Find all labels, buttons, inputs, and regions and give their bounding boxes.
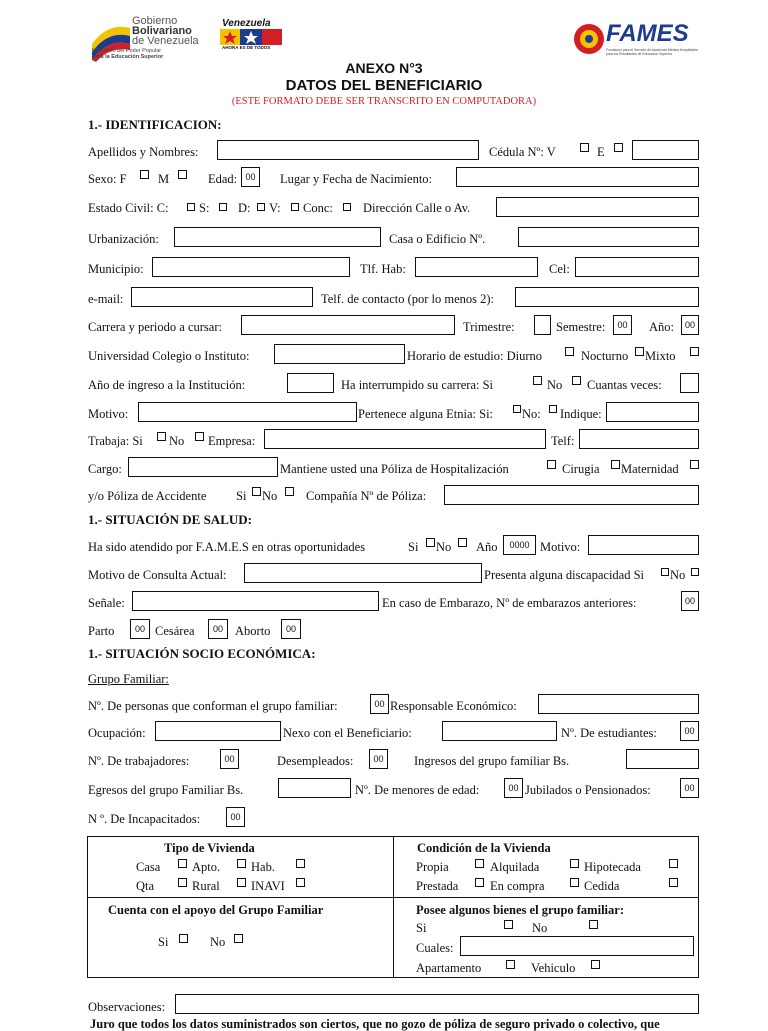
atendido-label: Ha sido atendido por F.A.M.E.S en otras oportunidades xyxy=(88,540,366,554)
poliza-label: Mantiene usted una Póliza de Hospitalización xyxy=(280,462,509,476)
apoyo-si-checkbox[interactable] xyxy=(179,934,188,943)
interrumpido-no-checkbox[interactable] xyxy=(572,376,581,385)
atendido-ano-input[interactable]: 0000 xyxy=(503,535,536,555)
maternidad-label: Maternidad xyxy=(621,462,679,476)
telf-contacto-label: Telf. de contacto (por lo menos 2): xyxy=(321,292,495,306)
aborto-input[interactable]: 00 xyxy=(281,619,301,639)
ven-sub: AHORA ES DE TODOS xyxy=(222,45,271,50)
tlf-hab-label: Tlf. Hab: xyxy=(360,262,406,276)
civil-s-checkbox[interactable] xyxy=(219,203,227,211)
apellidos-label: Apellidos y Nombres: xyxy=(88,145,199,159)
civil-conc-checkbox[interactable] xyxy=(343,203,351,211)
incapacitados-label: N º. De Incapacitados: xyxy=(88,812,201,826)
maternidad-checkbox[interactable] xyxy=(690,460,699,469)
ano-input[interactable]: 00 xyxy=(681,315,699,335)
estado-civil-label: Estado Civil: C: xyxy=(88,201,169,215)
parto-label: Parto xyxy=(88,624,115,638)
cedula-label: Cédula Nº: V xyxy=(489,145,556,159)
motivo-consulta-label: Motivo de Consulta Actual: xyxy=(88,568,227,582)
menores-input[interactable]: 00 xyxy=(504,778,523,798)
atendido-motivo-input[interactable] xyxy=(588,535,699,555)
gob-sub1: Ministerio del Poder Popular xyxy=(92,48,162,54)
urbanizacion-label: Urbanización: xyxy=(88,232,159,246)
condicion-heading: Condición de la Vivienda xyxy=(417,841,551,855)
indique-input[interactable] xyxy=(606,402,699,422)
hipotecada-checkbox[interactable] xyxy=(669,859,678,868)
atendido-no-checkbox[interactable] xyxy=(458,538,467,547)
discapacidad-label: Presenta alguna discapacidad Si xyxy=(484,568,645,582)
poliza-si-label: Si xyxy=(236,489,247,503)
horario-label: Horario de estudio: Diurno xyxy=(407,349,543,363)
apto-checkbox[interactable] xyxy=(237,859,246,868)
discapacidad-no-checkbox[interactable] xyxy=(691,568,699,576)
grupo-familiar-label: Grupo Familiar: xyxy=(88,672,169,686)
sec2-heading: 1.- SITUACIÓN DE SALUD: xyxy=(88,512,252,527)
civil-d-label: D: xyxy=(238,201,251,215)
indique-label: Indique: xyxy=(560,407,602,421)
alquilada-label: Alquilada xyxy=(490,860,540,874)
rural-checkbox[interactable] xyxy=(237,878,246,887)
rural-label: Rural xyxy=(192,879,220,893)
civil-v-checkbox[interactable] xyxy=(291,203,299,211)
civil-d-checkbox[interactable] xyxy=(257,203,265,211)
responsable-input[interactable] xyxy=(538,694,699,714)
trimestre-input[interactable] xyxy=(534,315,551,335)
sec1-heading: 1.- IDENTIFICACION: xyxy=(88,117,222,132)
jubilados-input[interactable]: 00 xyxy=(680,778,699,798)
empresa-input[interactable] xyxy=(264,429,546,449)
trabaja-no-checkbox[interactable] xyxy=(195,432,204,441)
trabaja-si-checkbox[interactable] xyxy=(157,432,166,441)
fames-globe-icon xyxy=(572,22,606,56)
direccion-input[interactable] xyxy=(496,197,699,217)
cuales-input[interactable] xyxy=(460,936,694,956)
universidad-input[interactable] xyxy=(274,344,405,364)
atendido-si-checkbox[interactable] xyxy=(426,538,435,547)
cesarea-label: Cesárea xyxy=(155,624,195,638)
poliza-si-checkbox[interactable] xyxy=(252,487,261,496)
motivo-label: Motivo: xyxy=(88,407,129,421)
telf-contacto-input[interactable] xyxy=(515,287,699,307)
universidad-label: Universidad Colegio o Instituto: xyxy=(88,349,250,363)
direccion-label: Dirección Calle o Av. xyxy=(363,201,471,215)
casa-label: Casa xyxy=(136,860,161,874)
apartamento-label: Apartamento xyxy=(416,961,482,975)
egresos-label: Egresos del grupo Familiar Bs. xyxy=(88,783,244,797)
nota-red: (ESTE FORMATO DEBE SER TRANSCRITO EN COMPUTADORA) xyxy=(231,96,537,107)
bienes-si-checkbox[interactable] xyxy=(504,920,513,929)
vehiculo-label: Vehiculo xyxy=(531,961,576,975)
embarazo-label: En caso de Embarazo, Nº de embarazos anteriores: xyxy=(382,596,637,610)
apoyo-si-label: Si xyxy=(158,935,169,949)
semestre-input[interactable]: 00 xyxy=(613,315,632,335)
senale-label: Señale: xyxy=(88,596,125,610)
gobierno-logo xyxy=(90,14,210,62)
discapacidad-si-checkbox[interactable] xyxy=(661,568,669,576)
table-divider-h xyxy=(88,897,698,898)
ingresos-input[interactable] xyxy=(626,749,699,769)
egresos-input[interactable] xyxy=(278,778,351,798)
trabajadores-label: Nº. De trabajadores: xyxy=(88,754,190,768)
cargo-label: Cargo: xyxy=(88,462,122,476)
fames-logo xyxy=(570,18,700,62)
senale-input[interactable] xyxy=(132,591,379,611)
civil-c-checkbox[interactable] xyxy=(187,203,195,211)
qta-checkbox[interactable] xyxy=(178,878,187,887)
bienes-si-label: Si xyxy=(416,921,427,935)
cedida-label: Cedida xyxy=(584,879,620,893)
apto-label: Apto. xyxy=(192,860,221,874)
poliza-no-label: No xyxy=(262,489,278,503)
maternidad-cb-icon[interactable] xyxy=(611,460,620,469)
apoyo-no-label: No xyxy=(210,935,226,949)
estudiantes-label: Nº. De estudiantes: xyxy=(561,726,657,740)
bienes-no-checkbox[interactable] xyxy=(589,920,598,929)
telf-input[interactable] xyxy=(579,429,699,449)
carrera-label: Carrera y periodo a cursar: xyxy=(88,320,222,334)
gob-line3: de Venezuela xyxy=(132,35,199,47)
telf-label: Telf: xyxy=(551,434,575,448)
apoyo-no-checkbox[interactable] xyxy=(234,934,243,943)
bienes-heading: Posee algunos bienes el grupo familiar: xyxy=(416,903,624,917)
cel-label: Cel: xyxy=(549,262,570,276)
inavi-label: INAVI xyxy=(251,879,285,893)
nocturno-label: Nocturno xyxy=(581,349,629,363)
juro-text: Juro que todos los datos suministrados son ciertos, que no gozo de póliza de seguro privado o colectivo, que xyxy=(90,1017,660,1031)
cedula-e-label: E xyxy=(597,145,605,159)
tipo-vivienda-heading: Tipo de Vivienda xyxy=(164,841,255,855)
vehiculo-checkbox[interactable] xyxy=(591,960,600,969)
compania-label: Compañía Nº de Póliza: xyxy=(306,489,427,503)
cedula-e-checkbox[interactable] xyxy=(614,143,623,152)
atendido-motivo-label: Motivo: xyxy=(540,540,581,554)
mixto-label: Mixto xyxy=(645,349,676,363)
observaciones-label: Observaciones: xyxy=(88,1000,166,1014)
en-compra-checkbox[interactable] xyxy=(570,878,579,887)
trimestre-label: Trimestre: xyxy=(463,320,515,334)
casa-input[interactable] xyxy=(518,227,699,247)
bienes-no-label: No xyxy=(532,921,548,935)
n-personas-input[interactable]: 00 xyxy=(370,694,389,714)
nocturno-checkbox[interactable] xyxy=(635,347,644,356)
ano-ingreso-label: Año de ingreso a la Institución: xyxy=(88,378,246,392)
municipio-label: Municipio: xyxy=(88,262,144,276)
empresa-label: Empresa: xyxy=(208,434,256,448)
observaciones-input[interactable] xyxy=(175,994,699,1014)
semestre-label: Semestre: xyxy=(556,320,606,334)
sec3-heading: 1.- SITUACIÓN SOCIO ECONÓMICA: xyxy=(88,646,316,661)
ven-stars-icon xyxy=(220,29,282,45)
hab-label: Hab. xyxy=(251,860,275,874)
cuantas-input[interactable] xyxy=(680,373,699,393)
gob-sub2: para la Educación Superior xyxy=(92,54,164,60)
apartamento-checkbox[interactable] xyxy=(506,960,515,969)
etnia-label: Pertenece alguna Etnia: Si: xyxy=(358,407,494,421)
ano-ingreso-input[interactable] xyxy=(287,373,334,393)
ocupacion-label: Ocupación: xyxy=(88,726,146,740)
sexo-m-label: M xyxy=(158,172,170,186)
motivo-input[interactable] xyxy=(138,402,357,422)
trabajadores-input[interactable]: 00 xyxy=(220,749,239,769)
casa-checkbox[interactable] xyxy=(178,859,187,868)
cuales-label: Cuales: xyxy=(416,941,454,955)
gob-line2: Bolivariano xyxy=(132,25,192,37)
civil-conc-label: Conc: xyxy=(303,201,333,215)
cel-input[interactable] xyxy=(575,257,699,277)
fames-title: FAMES xyxy=(606,20,689,47)
lugar-input[interactable] xyxy=(456,167,699,187)
email-label: e-mail: xyxy=(88,292,124,306)
municipio-input[interactable] xyxy=(152,257,350,277)
cirugia-label: Cirugia xyxy=(562,462,600,476)
nexo-label: Nexo con el Beneficiario: xyxy=(283,726,412,740)
mixto-checkbox[interactable] xyxy=(690,347,699,356)
edad-label: Edad: xyxy=(208,172,238,186)
sexo-label: Sexo: F xyxy=(88,172,127,186)
inavi-checkbox[interactable] xyxy=(296,878,305,887)
nexo-input[interactable] xyxy=(442,721,557,741)
responsable-label: Responsable Económico: xyxy=(390,699,517,713)
anexo-title: ANEXO N°3 xyxy=(345,60,423,76)
carrera-input[interactable] xyxy=(241,315,455,335)
embarazo-input[interactable]: 00 xyxy=(681,591,699,611)
atendido-ano-label: Año xyxy=(476,540,498,554)
apoyo-heading: Cuenta con el apoyo del Grupo Familiar xyxy=(108,903,324,917)
estudiantes-input[interactable]: 00 xyxy=(680,721,699,741)
diurno-checkbox[interactable] xyxy=(565,347,574,356)
cargo-input[interactable] xyxy=(128,457,278,477)
urbanizacion-input[interactable] xyxy=(174,227,381,247)
cedula-v-checkbox[interactable] xyxy=(580,143,589,152)
jubilados-label: Jubilados o Pensionados: xyxy=(525,783,651,797)
propia-label: Propia xyxy=(416,860,449,874)
apellidos-input[interactable] xyxy=(217,140,479,160)
cirugia-checkbox[interactable] xyxy=(547,460,556,469)
gob-line1: Gobierno xyxy=(132,15,178,27)
compania-input[interactable] xyxy=(444,485,699,505)
hipotecada-label: Hipotecada xyxy=(584,860,641,874)
cesarea-input[interactable]: 00 xyxy=(208,619,228,639)
menores-label: Nº. De menores de edad: xyxy=(355,783,480,797)
ingresos-label: Ingresos del grupo familiar Bs. xyxy=(414,754,570,768)
etnia-no-label: No: xyxy=(522,407,541,421)
sexo-m-checkbox[interactable] xyxy=(178,170,187,179)
atendido-no-label: No xyxy=(436,540,452,554)
fames-sub: Fundación para el Servicio de Asistencia Médica Hospitalaria para los Estudiantes de Educación Superior xyxy=(606,48,698,56)
alquilada-checkbox[interactable] xyxy=(570,859,579,868)
email-input[interactable] xyxy=(131,287,313,307)
ocupacion-input[interactable] xyxy=(155,721,281,741)
discapacidad-no-label: No xyxy=(670,568,686,582)
poliza-acc-label: y/o Póliza de Accidente xyxy=(88,489,207,503)
desempleados-input[interactable]: 00 xyxy=(369,749,388,769)
prestada-checkbox[interactable] xyxy=(475,878,484,887)
sexo-f-checkbox[interactable] xyxy=(140,170,149,179)
atendido-si-label: Si xyxy=(408,540,419,554)
trabaja-no-label: No xyxy=(169,434,185,448)
tlf-hab-input[interactable] xyxy=(415,257,538,277)
hab-checkbox[interactable] xyxy=(296,859,305,868)
propia-checkbox[interactable] xyxy=(475,859,484,868)
etnia-si-checkbox[interactable] xyxy=(513,405,521,413)
vivienda-table xyxy=(87,836,699,978)
casa-label: Casa o Edificio Nº. xyxy=(389,232,486,246)
interrumpido-si-checkbox[interactable] xyxy=(533,376,542,385)
ven-title: Venezuela xyxy=(222,18,271,29)
desempleados-label: Desempleados: xyxy=(277,754,354,768)
lugar-label: Lugar y Fecha de Nacimiento: xyxy=(280,172,433,186)
ano-label: Año: xyxy=(649,320,674,334)
poliza-no-checkbox[interactable] xyxy=(285,487,294,496)
n-personas-label: Nº. De personas que conforman el grupo familiar: xyxy=(88,699,338,713)
venezuela-logo xyxy=(220,18,282,48)
table-divider-v xyxy=(393,837,394,977)
cuantas-label: Cuantas veces: xyxy=(587,378,662,392)
qta-label: Qta xyxy=(136,879,155,893)
motivo-consulta-input[interactable] xyxy=(244,563,482,583)
cedula-input[interactable] xyxy=(632,140,699,160)
prestada-label: Prestada xyxy=(416,879,459,893)
interrumpido-label: Ha interrumpido su carrera: Si xyxy=(341,378,494,392)
incapacitados-input[interactable]: 00 xyxy=(226,807,245,827)
cedida-checkbox[interactable] xyxy=(669,878,678,887)
etnia-no-checkbox[interactable] xyxy=(549,405,557,413)
en-compra-label: En compra xyxy=(490,879,545,893)
civil-s-label: S: xyxy=(199,201,210,215)
interrumpido-no-label: No xyxy=(547,378,563,392)
parto-input[interactable]: 00 xyxy=(130,619,150,639)
edad-input[interactable]: 00 xyxy=(241,167,260,187)
civil-v-label: V: xyxy=(269,201,281,215)
aborto-label: Aborto xyxy=(235,624,271,638)
datos-title: DATOS DEL BENEFICIARIO xyxy=(285,77,483,94)
trabaja-label: Trabaja: Si xyxy=(88,434,143,448)
